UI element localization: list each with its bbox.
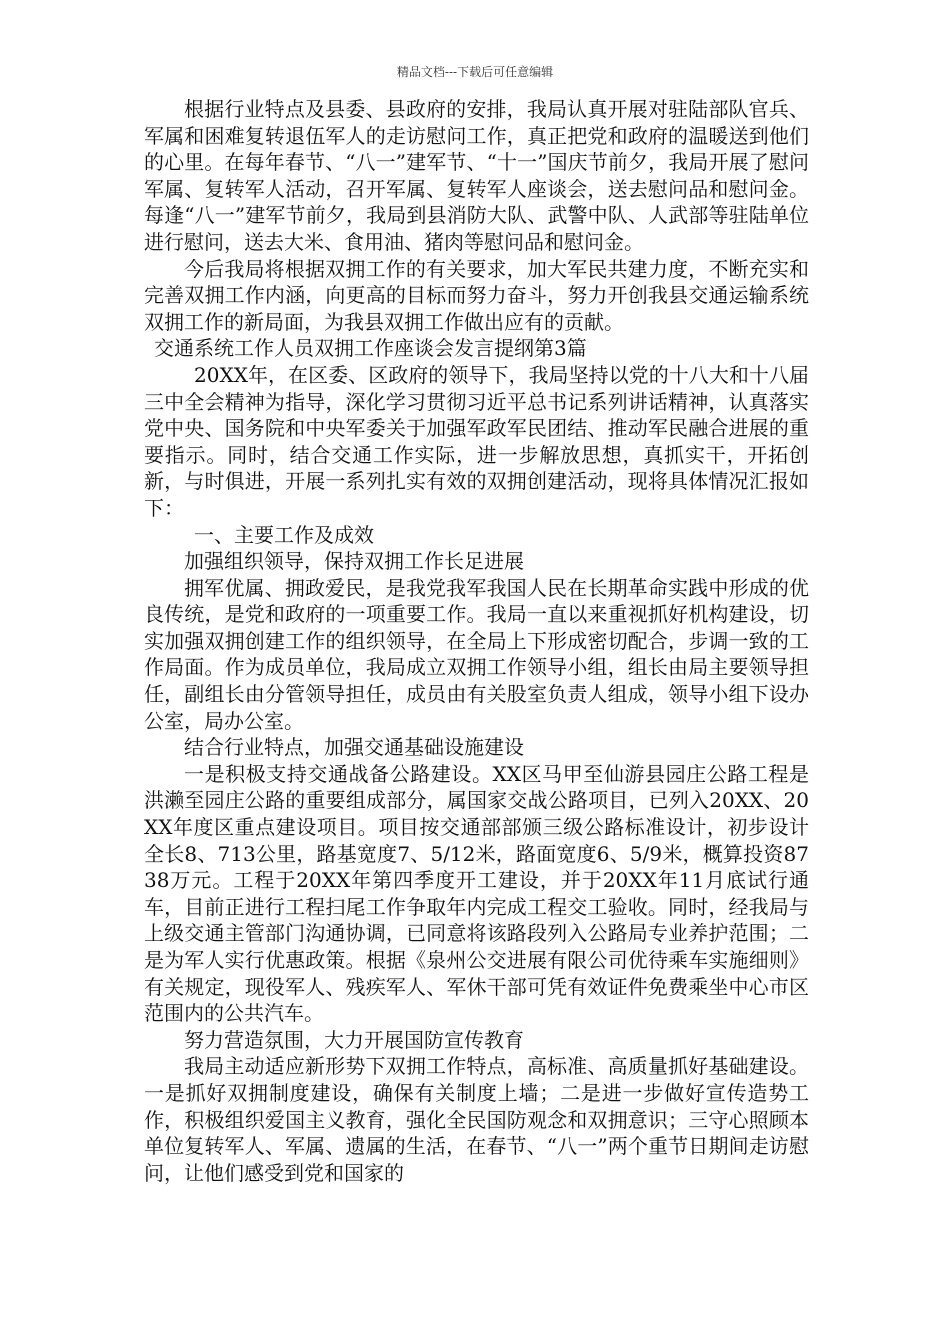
paragraph-infrastructure: 一是积极支持交通战备公路建设。XX区马甲至仙游县园庄公路工程是洪濑至园庄公路的重要组成部分，属国家交战公路项目，已列入20XX、20XX年度区重点建设项目。项目按交通部部颁三级公路标准设计，初步设计全长8、713公里，路基宽度7、5/12米，路面宽度6、5/9米，概算投资8738万元。工程于20XX年第四季度开工建设，并于20XX年11月底试行通车，目前正进行工程扫尾工作争取年内完成工程交工验收。同时，经我局与上级交通主管部门沟通协调，已同意将该路段列入公路局专业养护范围；二是为军人实行优惠政策。根据《泉州公交进展有限公司优待乘车实施细则》有关规定，现役军人、残疾军人、军休干部可凭有效证件免费乘坐中心市区范围内的公共汽车。 [144, 761, 809, 1026]
paragraph-intro: 20XX年，在区委、区政府的领导下，我局坚持以党的十八大和十八届三中全会精神为指导，深化学习贯彻习近平总书记系列讲话精神，认真落实党中央、国务院和中央军委关于加强军政军民团结、推动军民融合进展的重要指示。同时，结合交通工作实际，进一步解放思想，真抓实干，开拓创新，与时俱进，开展一系列扎实有效的双拥创建活动，现将具体情况汇报如下： [144, 362, 809, 520]
page-header: 精品文档---下载后可任意编辑 [396, 65, 554, 79]
document-body [144, 96, 809, 1186]
heading-main-work: 一、主要工作及成效 [194, 522, 374, 547]
section-title: 交通系统工作人员双拥工作座谈会发言提纲第3篇 [154, 336, 587, 361]
paragraph-leadership: 拥军优属、拥政爱民，是我党我军我国人民在长期革命实践中形成的优良传统，是党和政府的一项重要工作。我局一直以来重视抓好机构建设，切实加强双拥创建工作的组织领导，在全局上下形成密切配合，步调一致的工作局面。作为成员单位，我局成立双拥工作领导小组，组长由局主要领导担任，副组长由分管领导担任，成员由有关股室负责人组成，领导小组下设办公室，局办公室。 [144, 575, 809, 733]
subheading-leadership: 加强组织领导，保持双拥工作长足进展 [184, 549, 524, 574]
paragraph-future-plans: 今后我局将根据双拥工作的有关要求，加大军民共建力度，不断充实和完善双拥工作内涵，向更高的目标而努力奋斗，努力开创我县交通运输系统双拥工作的新局面，为我县双拥工作做出应有的贡献。 [144, 256, 809, 334]
paragraph-visits: 根据行业特点及县委、县政府的安排，我局认真开展对驻陆部队官兵、军属和困难复转退伍军人的走访慰问工作，真正把党和政府的温暖送到他们的心里。在每年春节、“八一”建军节、“十一”国庆节前夕，我局开展了慰问军属、复转军人活动，召开军属、复转军人座谈会，送去慰问品和慰问金。每逢“八一”建军节前夕，我局到县消防大队、武警中队、人武部等驻陆单位进行慰问，送去大米、食用油、猪肉等慰问品和慰问金。 [144, 97, 809, 254]
subheading-infrastructure: 结合行业特点，加强交通基础设施建设 [184, 735, 524, 760]
paragraph-education: 我局主动适应新形势下双拥工作特点，高标准、高质量抓好基础建设。一是抓好双拥制度建设，确保有关制度上墙；二是进一步做好宣传造势工作，积极组织爱国主义教育，强化全民国防观念和双拥意识；三守心照顾本单位复转军人、军属、遗属的生活，在春节、“八一”两个重节日期间走访慰问，让他们感受到党和国家的 [144, 1054, 809, 1185]
subheading-education: 努力营造氛围，大力开展国防宣传教育 [184, 1027, 524, 1052]
